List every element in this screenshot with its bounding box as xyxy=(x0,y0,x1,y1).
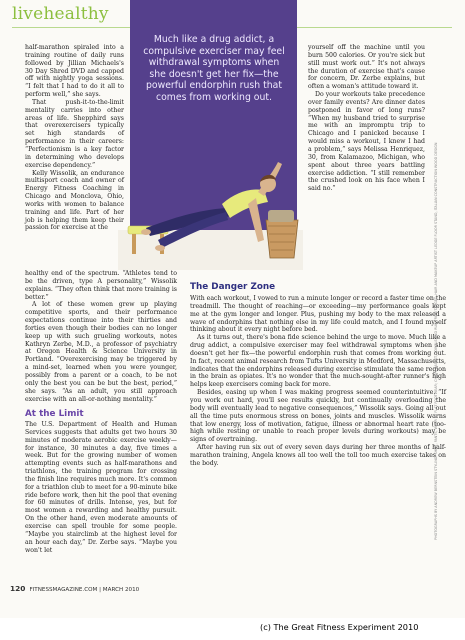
page-number: 120 xyxy=(10,584,26,593)
section-brand: livehealthy xyxy=(12,4,109,24)
danger-zone-text xyxy=(190,295,446,468)
column-1-text xyxy=(25,44,124,232)
woman-plank-exercise-illustration xyxy=(118,148,303,270)
paragraph: After having run six out of every seven days during her three months of half-marathon training, Angela knows all too well the toll too much exercise takes on the body. xyxy=(190,444,446,467)
paragraph: Besides, easing up when I was making progress seemed counterintuitive. “If you work out hard, you'll see results quickly, but continually overloading the body will eventually lead to negative consequences,” Wissolik says. Going all out all the time puts enormous stress on bones, joints and muscles. Wissolik warns that low energy, loss of motivation, fatigue, illness or abnormal heart rate (too-high while resting or unable to reach proper levels during workouts) may be signs of overtraining. xyxy=(190,389,446,444)
paragraph: As it turns out, there's bona fide science behind the urge to move. Much like a drug addict, a compulsive exerciser may feel withdrawal symptoms when she doesn't get her fix—the powerful endorphin rush that comes from working out. In fact, recent animal research from Tufts University in Medford, Massachusetts, indicates that the endorphins released during exercise stimulate the same region in the brain as opiates. It's no wonder that the much-sought-after runner's high helps keep exercisers coming back for more. xyxy=(190,334,446,389)
pull-quote: Much like a drug addict, a compulsive exerciser may feel withdrawal symptoms when she doesn't get her fix—the powerful endorphin rush that comes from working out. xyxy=(143,34,285,103)
section-heading-at-the-limit: At the Limit xyxy=(25,409,84,419)
copyright-notice: (c) The Great Fitness Experiment 2010 xyxy=(260,622,419,632)
paragraph: With each workout, I vowed to run a minute longer or record a faster time on the treadmill. The thought of reaching—or exceeding—my performance goals kept me at the gym longer and longer. Plus, pushing my body to the max released a wave of endorphins that nothing else in my life could match, and I found myself thinking about it every night before bed. xyxy=(190,295,446,334)
folio-text: FITNESSMAGAZINE.COM | MARCH 2010 xyxy=(29,587,140,593)
paragraph: healthy end of the spectrum. “Athletes tend to be the driven, type A personality,” Wissolik explains. “They often think that more training is better.” xyxy=(25,270,177,301)
paragraph: yourself off the machine until you burn 500 calories. Or you're sick but still must work out.” It's not always the duration of exercise that's cause for concern, Dr. Zerbe explains, but often a woman's attitude toward it. xyxy=(308,44,425,91)
photo-credit: PHOTOGRAPHS BY ANDREW BERNSTEIN STYLING: SHIRT, PANTS, WEAR BY FLAT FOOTWEAR; CHAIR, BASKET, TOWELS AND RUG FROM TARGET; HAIR AND MAKEUP ARTIST LEDGE FLOOR STAND, ITALIAN CONSTRUCTION WOOD DESIGN xyxy=(434,142,438,540)
column-4-text xyxy=(308,44,425,193)
paragraph: That push-it-to-the-limit mentality carries into other areas of life. Shepphird says that overexercisers typically set high standards of performance in their careers: “Perfectionism is a key factor in determining who develops exercise dependency.” xyxy=(25,98,124,169)
section-heading-danger-zone: The Danger Zone xyxy=(190,282,276,292)
paragraph: Do your workouts take precedence over family events? Are dinner dates postponed in favor of long runs? “When my husband tried to surprise me with an impromptu trip to Chicago and I panicked because I would miss a workout, I knew I had a problem,” says Melissa Henriquez, 30, from Kalamazoo, Michigan, who spent about three years battling exercise addiction. “I still remember the crushed look on his face when I said no.” xyxy=(308,91,425,193)
column-2-text xyxy=(25,270,177,403)
folio xyxy=(10,584,139,593)
paragraph: A lot of these women grew up playing competitive sports, and their performance expectations continue into their thirties and forties even though their bodies can no longer keep up with such grueling workouts, notes Kathryn Zerbe, M.D., a professor of psychiatry at Oregon Health & Science University in Portland. “Overexercising may be triggered by a mind-set, learned when you were younger, possibly from a parent or a coach, to be not only the best you can be but the best, period,” she says. “As an adult, you still approach exercise with an all-or-nothing mentality.” xyxy=(25,301,177,403)
at-the-limit-text xyxy=(25,421,177,554)
paragraph: Kelly Wissolik, an endurance multisport coach and owner of Energy Fitness Coaching in Chicago and Monclova, Ohio, works with women to balance training and life. Part of her job is helping them keep their passion for exercise at the xyxy=(25,169,124,232)
paragraph: The U.S. Department of Health and Human Services suggests that adults get two hours 30 minutes of moderate aerobic exercise weekly—for instance, 30 minutes a day, five times a week. But for the growing number of women attempting events such as half-marathons and triathlons, the training program for crossing the finish line requires much more. It's common for a triathlon club to meet for a 90-minute bike ride before work, then hit the pool that evening for 60 minutes of drills. Intense, yes, but for most women a rewarding and healthy pursuit. On the other hand, even moderate amounts of exercise can spell trouble for some people. “Maybe you stairclimb at the highest level for an hour each day,” Dr. Zerbe says. “Maybe you won't let xyxy=(25,421,177,554)
paragraph: half-marathon spiraled into a training routine of daily runs followed by Jillian Michaels's 30 Day Shred DVD and capped off with nightly yoga sessions. “I felt that I had to do it all to perform well,” she says. xyxy=(25,44,124,99)
